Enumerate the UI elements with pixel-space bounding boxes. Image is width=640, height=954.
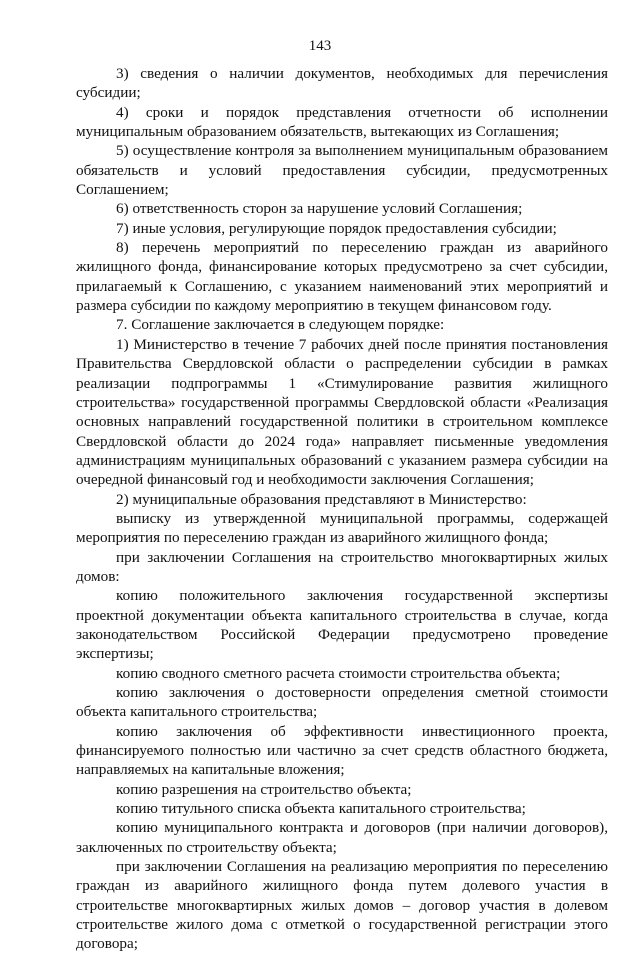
paragraph: копию титульного списка объекта капитального строительства; bbox=[116, 800, 526, 818]
paragraph: 6) ответственность сторон за нарушение условий Соглашения; bbox=[116, 200, 523, 218]
paragraph: 1) Министерство в течение 7 рабочих дней после принятия постановления Правительства Свердловской области о распределении субсидии в рамках реализации подпрограммы 1 «Стимулирование развития жилищного строительства» государственной программы Свердловской области «Реализация основных направлений государственной политики в строительном комплексе Свердловской области до 2024 года» направляет письменные уведомления администрациям муниципальных образований с указанием размера субсидии на очередной финансовый год и необходимости заключения Соглашения; bbox=[76, 335, 608, 489]
paragraph: 7. Соглашение заключается в следующем порядке: bbox=[116, 316, 445, 334]
paragraph: копию положительного заключения государственной экспертизы проектной документации объекта капитального строительства в случае, когда законодательством Российской Федерации предусмотрено проведение экспертизы; bbox=[76, 587, 608, 663]
page-number: 143 bbox=[308, 38, 332, 54]
paragraph: копию заключения об эффективности инвестиционного проекта, финансируемого полностью или частично за счет средств областного бюджета, направляемых на капитальные вложения; bbox=[76, 722, 608, 779]
paragraph: копию сводного сметного расчета стоимости строительства объекта; bbox=[116, 664, 561, 682]
paragraph: при заключении Соглашения на строительство многоквартирных жилых домов: bbox=[76, 548, 608, 585]
document-body bbox=[76, 64, 608, 954]
paragraph: 7) иные условия, регулирующие порядок предоставления субсидии; bbox=[116, 219, 557, 237]
paragraph: копию заключения о достоверности определения сметной стоимости объекта капитального строительства; bbox=[76, 684, 608, 721]
paragraph: 3) сведения о наличии документов, необходимых для перечисления субсидии; bbox=[76, 65, 608, 102]
paragraph: 5) осуществление контроля за выполнением муниципальным образованием обязательств и условий предоставления субсидии, предусмотренных Соглашением; bbox=[76, 142, 608, 199]
paragraph: 8) перечень мероприятий по переселению граждан из аварийного жилищного фонда, финансирование которых предусмотрено за счет субсидии, прилагаемый к Соглашению, с указанием наименований этих мероприятий и размера субсидии по каждому мероприятию в текущем финансовом году. bbox=[76, 239, 608, 315]
paragraph: копию разрешения на строительство объекта; bbox=[116, 780, 412, 798]
paragraph: при заключении Соглашения на реализацию мероприятия по переселению граждан из аварийного жилищного фонда путем долевого участия в строительстве многоквартирных жилых домов – договор участия в долевом строительстве жилого дома с отметкой о государственной регистрации этого договора; bbox=[76, 858, 608, 953]
paragraph: 4) сроки и порядок представления отчетности об исполнении муниципальным образованием обязательств, вытекающих из Соглашения; bbox=[76, 103, 608, 141]
paragraph: 2) муниципальные образования представляют в Министерство: bbox=[116, 490, 527, 508]
paragraph: выписку из утвержденной муниципальной программы, содержащей мероприятия по переселению граждан из аварийного жилищного фонда; bbox=[76, 509, 608, 547]
paragraph: копию муниципального контракта и договоров (при наличии договоров), заключенных по строительству объекта; bbox=[76, 819, 608, 856]
